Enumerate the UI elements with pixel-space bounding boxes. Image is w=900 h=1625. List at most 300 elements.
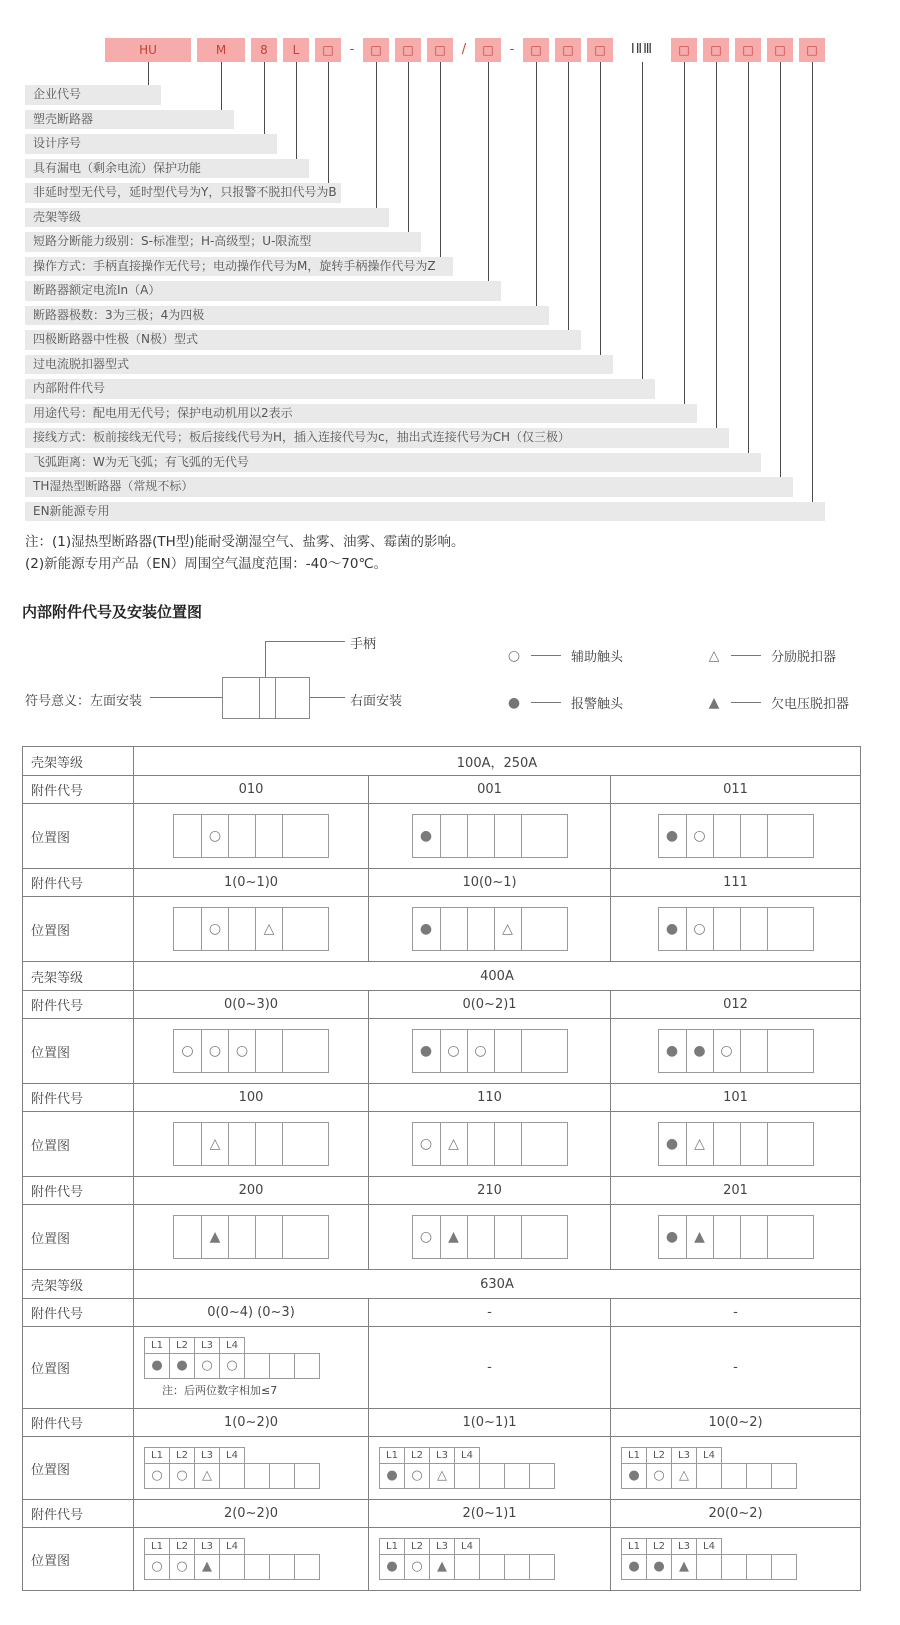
code-label-bar: EN新能源专用 xyxy=(25,502,825,522)
position-cell xyxy=(369,1327,611,1409)
diagram-slot: ● xyxy=(419,921,433,938)
pole-header-cell: L3 xyxy=(194,1538,220,1555)
code-box: 8 xyxy=(251,38,277,62)
position-row xyxy=(23,1112,861,1177)
position-diagram xyxy=(412,814,568,858)
diagram-slot xyxy=(244,1353,270,1379)
breaker-divider-line xyxy=(259,678,260,718)
code-label-bar: 操作方式：手柄直接操作无代号；电动操作代号为M，旋转手柄操作代号为Z xyxy=(25,257,453,277)
diagram-note: 注：后两位数字相加≤7 xyxy=(162,1384,278,1398)
pole-symbol-row xyxy=(144,1463,320,1489)
position-cell xyxy=(369,1112,611,1177)
notes-block xyxy=(25,532,900,575)
shunt-release-icon: △ xyxy=(708,647,720,664)
pole-position-diagram xyxy=(144,1337,320,1398)
diagram-slot-wide xyxy=(282,1123,328,1165)
code-label-bar: 接线方式：板前接线无代号；板后接线代号为H，插入连接代号为c，抽出式连接代号为CH（仅三极） xyxy=(25,428,729,448)
position-cell xyxy=(134,1205,369,1270)
pole-header-cell: L4 xyxy=(454,1447,480,1464)
code-connector-line xyxy=(568,62,569,330)
diagram-slot xyxy=(244,1554,270,1580)
attachment-code-value: 101 xyxy=(611,1084,861,1112)
pole-position-diagram xyxy=(379,1447,555,1489)
code-box: □ xyxy=(395,38,421,62)
code-connector-line xyxy=(684,62,685,404)
section-title: 内部附件代号及安装位置图 xyxy=(22,603,203,622)
frame-level-row xyxy=(23,747,861,776)
no-diagram-dash: - xyxy=(733,1360,738,1376)
diagram-slot xyxy=(504,1463,530,1489)
position-row xyxy=(23,1019,861,1084)
row-header-position: 位置图 xyxy=(23,897,134,962)
code-label-bar: 用途代号：配电用无代号；保护电动机用以2表示 xyxy=(25,404,697,424)
position-cell xyxy=(134,804,369,869)
diagram-slot xyxy=(255,1030,282,1072)
diagram-slot xyxy=(454,1554,480,1580)
pole-header-row xyxy=(144,1447,320,1464)
pole-header-cell: L1 xyxy=(144,1337,170,1354)
diagram-slot: △ xyxy=(194,1463,220,1489)
attachment-code-value: 011 xyxy=(611,776,861,804)
diagram-slot xyxy=(740,908,767,950)
symbol-legend xyxy=(0,632,900,732)
diagram-slot xyxy=(228,1216,255,1258)
pole-header-cell: L3 xyxy=(194,1447,220,1464)
pole-position-diagram xyxy=(621,1538,797,1580)
pole-header-cell: L1 xyxy=(621,1538,647,1555)
diagram-slot: ○ xyxy=(201,908,228,950)
no-diagram-dash: - xyxy=(487,1360,492,1376)
pole-header-cell: L1 xyxy=(144,1538,170,1555)
attachment-code-value: 10(0~2) xyxy=(611,1409,861,1437)
code-label-bar: TH湿热型断路器（常规不标） xyxy=(25,477,793,497)
code-label-bar: 飞弧距离：W为无飞弧；有飞弧的无代号 xyxy=(25,453,761,473)
position-cell xyxy=(611,1327,861,1409)
diagram-slot: ▲ xyxy=(201,1216,228,1258)
code-connector-line xyxy=(642,62,643,379)
row-header-position: 位置图 xyxy=(23,1528,134,1591)
code-label-bar: 非延时型无代号，延时型代号为Y，只报警不脱扣代号为B xyxy=(25,183,341,203)
diagram-slot xyxy=(529,1463,555,1489)
code-box: HU xyxy=(105,38,191,62)
row-header-code: 附件代号 xyxy=(23,869,134,897)
diagram-slot: ○ xyxy=(194,1353,220,1379)
row-header-position: 位置图 xyxy=(23,1205,134,1270)
code-box: □ xyxy=(735,38,761,62)
diagram-slot: △ xyxy=(440,1123,467,1165)
diagram-slot xyxy=(174,1123,201,1165)
pole-header-cell: L4 xyxy=(219,1538,245,1555)
code-label-bar: 断路器极数：3为三极；4为四极 xyxy=(25,306,549,326)
aux-contact-icon: ○ xyxy=(507,647,521,664)
row-header-frame: 壳架等级 xyxy=(23,1270,134,1299)
pole-position-diagram xyxy=(379,1538,555,1580)
code-label-bar: 内部附件代号 xyxy=(25,379,655,399)
position-diagram xyxy=(412,1029,568,1073)
pole-header-row xyxy=(379,1538,555,1555)
attachment-code-row xyxy=(23,1500,861,1528)
diagram-slot: ● xyxy=(665,1043,679,1060)
diagram-slot xyxy=(740,1216,767,1258)
code-connector-line xyxy=(221,62,222,110)
diagram-slot: ○ xyxy=(713,1030,740,1072)
diagram-slot: ○ xyxy=(686,908,713,950)
diagram-slot: ○ xyxy=(646,1463,672,1489)
diagram-slot xyxy=(529,1554,555,1580)
diagram-slot xyxy=(269,1353,295,1379)
legend-label: 分励脱扣器 xyxy=(771,650,837,666)
legend-label: 欠电压脱扣器 xyxy=(771,697,850,713)
attachment-code-value: 100 xyxy=(134,1084,369,1112)
diagram-slot: △ xyxy=(429,1463,455,1489)
diagram-slot: ▲ xyxy=(440,1216,467,1258)
diagram-slot-wide xyxy=(521,1030,567,1072)
pole-header-cell: L2 xyxy=(404,1538,430,1555)
row-header-position: 位置图 xyxy=(23,1112,134,1177)
row-header-position: 位置图 xyxy=(23,1019,134,1084)
diagram-slot: ○ xyxy=(404,1463,430,1489)
diagram-slot-wide xyxy=(767,815,813,857)
attachment-code-value: - xyxy=(369,1299,611,1327)
diagram-slot: ○ xyxy=(467,1030,494,1072)
breaker-divider-line xyxy=(275,678,276,718)
attachment-code-value: 0(0~3)0 xyxy=(134,991,369,1019)
diagram-slot-wide xyxy=(282,1030,328,1072)
position-cell xyxy=(369,1205,611,1270)
diagram-slot: ● xyxy=(379,1463,405,1489)
right-mount-label: 右面安装 xyxy=(350,694,403,710)
attachment-code-value: 2(0~1)1 xyxy=(369,1500,611,1528)
position-cell xyxy=(369,897,611,962)
pole-header-cell: L1 xyxy=(621,1447,647,1464)
attachment-code-value: 200 xyxy=(134,1177,369,1205)
attachment-code-value: 1(0~2)0 xyxy=(134,1409,369,1437)
row-header-code: 附件代号 xyxy=(23,1500,134,1528)
breaker-outline-diagram xyxy=(222,677,310,719)
diagram-slot: ○ xyxy=(228,1030,255,1072)
pole-position-diagram xyxy=(144,1447,320,1489)
code-box: M xyxy=(197,38,245,62)
code-label-bar: 四极断路器中性极（N极）型式 xyxy=(25,330,581,350)
code-label-bar: 塑壳断路器 xyxy=(25,110,234,130)
diagram-slot: ○ xyxy=(144,1554,170,1580)
frame-level-row xyxy=(23,962,861,991)
diagram-slot: ○ xyxy=(419,1229,433,1246)
attachment-code-row xyxy=(23,1409,861,1437)
position-diagram xyxy=(658,1122,814,1166)
handle-connector-hline xyxy=(265,641,345,642)
diagram-slot xyxy=(219,1463,245,1489)
attachment-code-value: 20(0~2) xyxy=(611,1500,861,1528)
position-cell xyxy=(369,1437,611,1500)
pole-header-cell: L2 xyxy=(646,1447,672,1464)
diagram-slot: ○ xyxy=(419,1136,433,1153)
diagram-slot xyxy=(467,1123,494,1165)
pole-header-row xyxy=(621,1447,797,1464)
diagram-slot: ▲ xyxy=(671,1554,697,1580)
code-box: □ xyxy=(767,38,793,62)
pole-header-cell: L4 xyxy=(219,1447,245,1464)
diagram-slot xyxy=(771,1554,797,1580)
code-separator-slash: / xyxy=(461,42,467,57)
code-connector-line xyxy=(296,62,297,159)
attachment-code-value: 012 xyxy=(611,991,861,1019)
diagram-slot-wide xyxy=(767,1123,813,1165)
diagram-slot xyxy=(721,1554,747,1580)
position-diagram xyxy=(173,907,329,951)
diagram-slot xyxy=(269,1463,295,1489)
diagram-slot: ○ xyxy=(201,815,228,857)
code-label-bar: 短路分断能力级别：S-标准型；H-高级型；U-限流型 xyxy=(25,232,421,252)
code-separator-dash: - xyxy=(349,42,355,57)
code-roman-numerals: ⅠⅡⅢ xyxy=(630,42,654,57)
diagram-slot-wide xyxy=(767,908,813,950)
code-box: □ xyxy=(799,38,825,62)
diagram-slot xyxy=(228,908,255,950)
code-connector-line xyxy=(600,62,601,355)
attachment-code-value: 0(0~2)1 xyxy=(369,991,611,1019)
diagram-slot xyxy=(467,1216,494,1258)
frame-level-value: 400A xyxy=(134,962,861,991)
pole-position-diagram xyxy=(144,1538,320,1580)
diagram-slot xyxy=(713,908,740,950)
diagram-slot: ● xyxy=(665,921,679,938)
pole-symbol-row xyxy=(144,1554,320,1580)
attachment-code-row xyxy=(23,1084,861,1112)
diagram-slot-wide xyxy=(282,908,328,950)
diagram-slot: ▲ xyxy=(686,1216,713,1258)
pole-header-cell: L3 xyxy=(429,1538,455,1555)
diagram-slot xyxy=(696,1554,722,1580)
diagram-slot xyxy=(721,1463,747,1489)
note-line-2: (2)新能源专用产品（EN）周围空气温度范围：-40～70℃。 xyxy=(25,555,388,572)
code-connector-line xyxy=(536,62,537,306)
diagram-slot-wide xyxy=(282,815,328,857)
pole-header-row xyxy=(621,1538,797,1555)
position-row xyxy=(23,1437,861,1500)
position-cell xyxy=(611,897,861,962)
diagram-slot: ○ xyxy=(440,1030,467,1072)
position-cell xyxy=(611,804,861,869)
diagram-slot: △ xyxy=(255,908,282,950)
code-box: □ xyxy=(475,38,501,62)
attachment-code-row xyxy=(23,776,861,804)
code-connector-line xyxy=(440,62,441,257)
diagram-slot xyxy=(746,1554,772,1580)
pole-symbol-row xyxy=(379,1463,555,1489)
legend-label: 辅助触头 xyxy=(571,650,624,666)
legend-prefix-label: 符号意义：左面安装 xyxy=(25,694,143,710)
position-row xyxy=(23,897,861,962)
pole-header-cell: L2 xyxy=(169,1447,195,1464)
diagram-slot: ○ xyxy=(144,1463,170,1489)
diagram-slot xyxy=(740,815,767,857)
attachment-code-value: - xyxy=(611,1299,861,1327)
pole-position-diagram xyxy=(621,1447,797,1489)
position-cell xyxy=(611,1528,861,1591)
legend-item xyxy=(705,693,900,712)
code-connector-line xyxy=(264,62,265,134)
diagram-slot: ● xyxy=(379,1554,405,1580)
attachment-code-value: 1(0~1)1 xyxy=(369,1409,611,1437)
diagram-slot-wide xyxy=(521,815,567,857)
diagram-slot: ● xyxy=(144,1353,170,1379)
position-cell xyxy=(611,1437,861,1500)
row-header-frame: 壳架等级 xyxy=(23,747,134,776)
row-header-code: 附件代号 xyxy=(23,1177,134,1205)
diagram-slot-wide xyxy=(521,1216,567,1258)
diagram-slot: △ xyxy=(686,1123,713,1165)
diagram-slot xyxy=(440,815,467,857)
diagram-slot xyxy=(244,1463,270,1489)
model-code-diagram xyxy=(0,0,900,524)
alarm-contact-icon: ● xyxy=(507,694,521,711)
diagram-slot xyxy=(746,1463,772,1489)
diagram-slot xyxy=(696,1463,722,1489)
diagram-slot: ● xyxy=(169,1353,195,1379)
undervoltage-release-icon: ▲ xyxy=(708,694,720,711)
diagram-slot xyxy=(269,1554,295,1580)
position-row xyxy=(23,1205,861,1270)
diagram-slot: ● xyxy=(419,828,433,845)
legend-label: 报警触头 xyxy=(571,697,624,713)
diagram-slot xyxy=(771,1463,797,1489)
position-cell xyxy=(369,1019,611,1084)
position-cell xyxy=(134,1528,369,1591)
code-connector-line xyxy=(376,62,377,208)
legend-dash-line xyxy=(531,702,561,703)
right-mount-connector-line xyxy=(310,697,345,698)
pole-header-cell: L3 xyxy=(671,1538,697,1555)
left-mount-connector-line xyxy=(150,697,222,698)
code-box: □ xyxy=(427,38,453,62)
pole-header-cell: L3 xyxy=(194,1337,220,1354)
pole-header-row xyxy=(144,1337,320,1354)
code-box: □ xyxy=(671,38,697,62)
diagram-slot: ▲ xyxy=(429,1554,455,1580)
diagram-slot xyxy=(440,908,467,950)
diagram-slot xyxy=(494,1216,521,1258)
diagram-slot xyxy=(174,815,201,857)
attachment-code-value: 2(0~2)0 xyxy=(134,1500,369,1528)
diagram-slot xyxy=(494,815,521,857)
diagram-slot xyxy=(454,1463,480,1489)
diagram-slot: ○ xyxy=(169,1554,195,1580)
diagram-slot xyxy=(467,815,494,857)
diagram-slot: ▲ xyxy=(194,1554,220,1580)
diagram-slot: ● xyxy=(646,1554,672,1580)
position-diagram xyxy=(412,1122,568,1166)
row-header-code: 附件代号 xyxy=(23,991,134,1019)
position-row xyxy=(23,804,861,869)
pole-header-cell: L3 xyxy=(429,1447,455,1464)
row-header-position: 位置图 xyxy=(23,1437,134,1500)
diagram-slot: △ xyxy=(671,1463,697,1489)
position-diagram xyxy=(658,1215,814,1259)
position-row xyxy=(23,1327,861,1409)
attachment-code-value: 1(0~1)0 xyxy=(134,869,369,897)
diagram-slot-wide xyxy=(767,1216,813,1258)
handle-label: 手柄 xyxy=(350,637,377,653)
position-cell xyxy=(611,1112,861,1177)
row-header-frame: 壳架等级 xyxy=(23,962,134,991)
attachment-position-table xyxy=(22,746,861,1591)
code-connector-line xyxy=(328,62,329,183)
attachment-code-row xyxy=(23,991,861,1019)
legend-dash-line xyxy=(531,655,561,656)
diagram-slot-wide xyxy=(521,908,567,950)
diagram-slot: ● xyxy=(665,1136,679,1153)
position-diagram xyxy=(173,814,329,858)
code-connector-line xyxy=(488,62,489,281)
position-diagram xyxy=(173,1122,329,1166)
row-header-code: 附件代号 xyxy=(23,1084,134,1112)
pole-symbol-row xyxy=(621,1463,797,1489)
code-label-bar: 断路器额定电流In（A） xyxy=(25,281,501,301)
pole-header-cell: L4 xyxy=(454,1538,480,1555)
code-box: □ xyxy=(523,38,549,62)
frame-level-value: 100A，250A xyxy=(134,747,861,776)
pole-header-cell: L3 xyxy=(671,1447,697,1464)
diagram-slot: △ xyxy=(201,1123,228,1165)
attachment-code-value: 210 xyxy=(369,1177,611,1205)
diagram-slot: ● xyxy=(665,1229,679,1246)
diagram-slot: ● xyxy=(621,1554,647,1580)
row-header-code: 附件代号 xyxy=(23,1299,134,1327)
pole-header-cell: L4 xyxy=(696,1447,722,1464)
handle-connector-vline xyxy=(265,641,266,677)
code-connector-line xyxy=(780,62,781,477)
code-label-bar: 过电流脱扣器型式 xyxy=(25,355,613,375)
legend-item xyxy=(505,693,705,712)
pole-header-cell: L4 xyxy=(219,1337,245,1354)
diagram-slot: △ xyxy=(494,908,521,950)
diagram-slot: ○ xyxy=(201,1030,228,1072)
diagram-slot: ● xyxy=(419,1043,433,1060)
attachment-code-value: 001 xyxy=(369,776,611,804)
code-box: □ xyxy=(363,38,389,62)
pole-header-cell: L2 xyxy=(169,1337,195,1354)
diagram-slot: ○ xyxy=(181,1043,194,1060)
position-cell xyxy=(134,897,369,962)
pole-symbol-row xyxy=(144,1353,320,1379)
diagram-slot: ○ xyxy=(404,1554,430,1580)
code-box: □ xyxy=(555,38,581,62)
diagram-slot-wide xyxy=(767,1030,813,1072)
pole-header-cell: L2 xyxy=(169,1538,195,1555)
diagram-slot: ○ xyxy=(686,815,713,857)
position-diagram xyxy=(173,1029,329,1073)
diagram-slot: ● xyxy=(686,1030,713,1072)
position-diagram xyxy=(658,1029,814,1073)
legend-item xyxy=(705,646,900,665)
diagram-slot xyxy=(294,1554,320,1580)
diagram-slot xyxy=(479,1463,505,1489)
code-box: L xyxy=(283,38,309,62)
code-label-bar: 具有漏电（剩余电流）保护功能 xyxy=(25,159,309,179)
diagram-slot xyxy=(494,1123,521,1165)
pole-header-cell: L2 xyxy=(404,1447,430,1464)
diagram-slot xyxy=(740,1123,767,1165)
code-connector-line xyxy=(812,62,813,502)
frame-level-value: 630A xyxy=(134,1270,861,1299)
row-header-code: 附件代号 xyxy=(23,776,134,804)
code-connector-line xyxy=(408,62,409,232)
position-cell xyxy=(369,1528,611,1591)
code-label-bar: 壳架等级 xyxy=(25,208,389,228)
row-header-position: 位置图 xyxy=(23,804,134,869)
attachment-code-value: 110 xyxy=(369,1084,611,1112)
